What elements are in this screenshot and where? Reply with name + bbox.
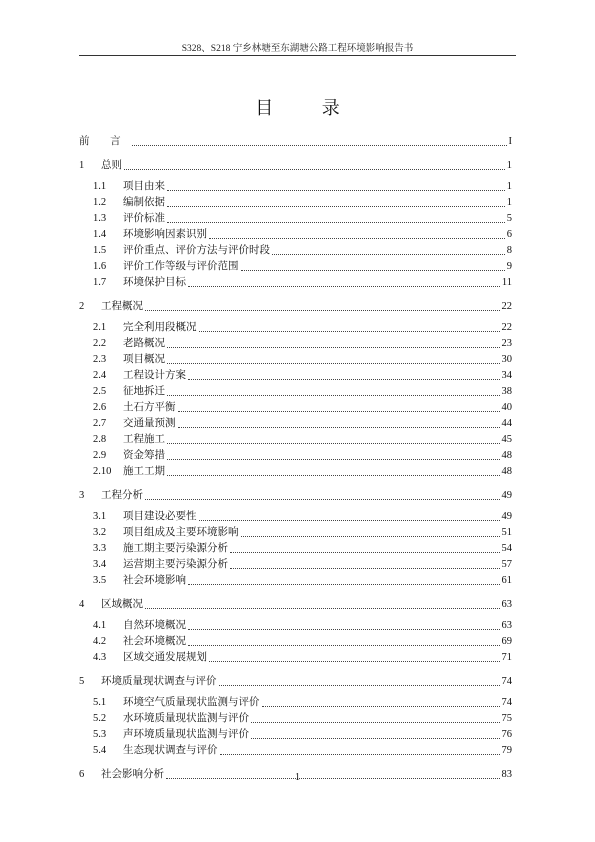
table-of-contents bbox=[79, 0, 512, 842]
toc-subsection-row[interactable] bbox=[79, 726, 512, 742]
toc-number: 3.5 bbox=[93, 575, 107, 586]
toc-page-number: 49 bbox=[501, 511, 512, 522]
toc-page-number: 11 bbox=[501, 277, 512, 288]
toc-label: 土石方平衡 bbox=[123, 402, 176, 413]
toc-number: 3.2 bbox=[93, 527, 107, 538]
toc-subsection-row[interactable] bbox=[79, 351, 512, 367]
toc-page-number: 76 bbox=[501, 729, 512, 740]
toc-label: 区域概况 bbox=[101, 599, 143, 610]
toc-label: 老路概况 bbox=[123, 338, 165, 349]
toc-label: 社会环境影响 bbox=[123, 575, 186, 586]
toc-subsection-row[interactable] bbox=[79, 335, 512, 351]
toc-leader-dots bbox=[188, 378, 500, 380]
toc-page-number: 79 bbox=[501, 745, 512, 756]
toc-label: 施工工期 bbox=[123, 466, 165, 477]
toc-label: 环境空气质量现状监测与评价 bbox=[123, 697, 260, 708]
toc-chapter-row[interactable] bbox=[79, 596, 512, 612]
toc-subsection-row[interactable] bbox=[79, 447, 512, 463]
toc-label: 评价标准 bbox=[123, 213, 165, 224]
toc-label: 环境保护目标 bbox=[123, 277, 186, 288]
toc-page-number: 63 bbox=[501, 599, 512, 610]
toc-subsection-row[interactable] bbox=[79, 242, 512, 258]
toc-leader-dots bbox=[188, 583, 500, 585]
toc-subsection-row[interactable] bbox=[79, 399, 512, 415]
toc-number: 1.2 bbox=[93, 197, 107, 208]
toc-label: 运营期主要污染源分析 bbox=[123, 559, 228, 570]
toc-page-number: 48 bbox=[501, 466, 512, 477]
toc-label: 自然环境概况 bbox=[123, 620, 186, 631]
toc-number: 2.3 bbox=[93, 354, 107, 365]
toc-label: 工程概况 bbox=[101, 301, 143, 312]
toc-leader-dots bbox=[241, 535, 500, 537]
toc-leader-dots bbox=[199, 330, 500, 332]
toc-subsection-row[interactable] bbox=[79, 649, 512, 665]
toc-leader-dots bbox=[241, 269, 505, 271]
toc-subsection-row[interactable] bbox=[79, 694, 512, 710]
toc-number: 2 bbox=[79, 301, 85, 312]
toc-label: 水环境质量现状监测与评价 bbox=[123, 713, 249, 724]
toc-label: 环境质量现状调查与评价 bbox=[101, 676, 217, 687]
toc-number: 5 bbox=[79, 676, 85, 687]
toc-label: 完全利用段概况 bbox=[123, 322, 197, 333]
toc-number: 1.6 bbox=[93, 261, 107, 272]
toc-page-number: 1 bbox=[506, 197, 512, 208]
toc-leader-dots bbox=[167, 205, 505, 207]
toc-leader-dots bbox=[251, 737, 500, 739]
toc-page-number: 54 bbox=[501, 543, 512, 554]
toc-leader-dots bbox=[262, 705, 500, 707]
toc-subsection-row[interactable] bbox=[79, 258, 512, 274]
toc-chapter-row[interactable] bbox=[79, 157, 512, 173]
page-number: 1 bbox=[295, 772, 300, 783]
toc-subsection-row[interactable] bbox=[79, 710, 512, 726]
toc-subsection-row[interactable] bbox=[79, 572, 512, 588]
toc-number: 1.1 bbox=[93, 181, 107, 192]
toc-leader-dots bbox=[167, 458, 500, 460]
toc-label: 前 言 bbox=[79, 136, 130, 147]
toc-label: 社会影响分析 bbox=[101, 769, 164, 780]
toc-page-number: 48 bbox=[501, 450, 512, 461]
toc-number: 4.3 bbox=[93, 652, 107, 663]
toc-subsection-row[interactable] bbox=[79, 210, 512, 226]
toc-subsection-row[interactable] bbox=[79, 524, 512, 540]
toc-label: 评价工作等级与评价范围 bbox=[123, 261, 239, 272]
toc-subsection-row[interactable] bbox=[79, 226, 512, 242]
toc-label: 项目组成及主要环境影响 bbox=[123, 527, 239, 538]
toc-leader-dots bbox=[167, 474, 500, 476]
toc-chapter-row[interactable] bbox=[79, 133, 512, 149]
toc-page-number: 61 bbox=[501, 575, 512, 586]
toc-label: 区域交通发展规划 bbox=[123, 652, 207, 663]
toc-chapter-row[interactable] bbox=[79, 673, 512, 689]
toc-label: 声环境质量现状监测与评价 bbox=[123, 729, 249, 740]
toc-number: 2.4 bbox=[93, 370, 107, 381]
toc-number: 2.6 bbox=[93, 402, 107, 413]
toc-page-number: 38 bbox=[501, 386, 512, 397]
toc-number: 2.7 bbox=[93, 418, 107, 429]
toc-number: 2.8 bbox=[93, 434, 107, 445]
toc-label: 交通量预测 bbox=[123, 418, 176, 429]
toc-page-number: 83 bbox=[501, 769, 512, 780]
toc-label: 社会环境概况 bbox=[123, 636, 186, 647]
toc-page-number: 51 bbox=[501, 527, 512, 538]
toc-leader-dots bbox=[272, 253, 505, 255]
toc-leader-dots bbox=[167, 442, 500, 444]
toc-page-number: 45 bbox=[501, 434, 512, 445]
toc-number: 4 bbox=[79, 599, 85, 610]
toc-leader-dots bbox=[167, 394, 500, 396]
toc-page-number: 22 bbox=[501, 322, 512, 333]
toc-page-number: 30 bbox=[501, 354, 512, 365]
toc-number: 5.2 bbox=[93, 713, 107, 724]
toc-number: 3.3 bbox=[93, 543, 107, 554]
toc-number: 5.3 bbox=[93, 729, 107, 740]
toc-label: 工程分析 bbox=[101, 490, 143, 501]
toc-label: 施工期主要污染源分析 bbox=[123, 543, 228, 554]
toc-page-number: 74 bbox=[501, 676, 512, 687]
page-title: 目 录 bbox=[255, 98, 362, 118]
toc-subsection-row[interactable] bbox=[79, 367, 512, 383]
toc-number: 2.1 bbox=[93, 322, 107, 333]
running-header: S328、S218 宁乡林塘至东湖塘公路工程环境影响报告书 bbox=[181, 44, 414, 54]
toc-page-number: 1 bbox=[506, 181, 512, 192]
toc-subsection-row[interactable] bbox=[79, 617, 512, 633]
toc-subsection-row[interactable] bbox=[79, 415, 512, 431]
toc-page-number: 75 bbox=[501, 713, 512, 724]
toc-label: 编制依据 bbox=[123, 197, 165, 208]
toc-number: 2.5 bbox=[93, 386, 107, 397]
toc-leader-dots bbox=[199, 519, 500, 521]
toc-leader-dots bbox=[167, 221, 505, 223]
toc-number: 1.7 bbox=[93, 277, 107, 288]
toc-leader-dots bbox=[145, 607, 500, 609]
toc-chapter-row[interactable] bbox=[79, 298, 512, 314]
toc-leader-dots bbox=[209, 237, 505, 239]
toc-number: 4.1 bbox=[93, 620, 107, 631]
toc-label: 征地拆迁 bbox=[123, 386, 165, 397]
toc-page-number: 23 bbox=[501, 338, 512, 349]
toc-page-number: 22 bbox=[501, 301, 512, 312]
toc-page-number: 40 bbox=[501, 402, 512, 413]
toc-leader-dots bbox=[188, 285, 500, 287]
toc-page-number: 44 bbox=[501, 418, 512, 429]
toc-page-number: 5 bbox=[506, 213, 512, 224]
toc-number: 1.5 bbox=[93, 245, 107, 256]
toc-number: 3.4 bbox=[93, 559, 107, 570]
toc-label: 生态现状调查与评价 bbox=[123, 745, 218, 756]
toc-leader-dots bbox=[220, 753, 500, 755]
toc-label: 评价重点、评价方法与评价时段 bbox=[123, 245, 270, 256]
toc-label: 工程设计方案 bbox=[123, 370, 186, 381]
toc-page-number: 57 bbox=[501, 559, 512, 570]
toc-label: 工程施工 bbox=[123, 434, 165, 445]
toc-label: 项目建设必要性 bbox=[123, 511, 197, 522]
toc-number: 3 bbox=[79, 490, 85, 501]
toc-leader-dots bbox=[167, 346, 500, 348]
toc-leader-dots bbox=[167, 189, 505, 191]
toc-label: 资金筹措 bbox=[123, 450, 165, 461]
toc-leader-dots bbox=[124, 168, 505, 170]
toc-label: 环境影响因素识别 bbox=[123, 229, 207, 240]
toc-number: 5.1 bbox=[93, 697, 107, 708]
toc-subsection-row[interactable] bbox=[79, 274, 512, 290]
toc-page-number: 74 bbox=[501, 697, 512, 708]
toc-page-number: 1 bbox=[506, 160, 512, 171]
toc-number: 6 bbox=[79, 769, 85, 780]
toc-subsection-row[interactable] bbox=[79, 463, 512, 479]
toc-page-number: 34 bbox=[501, 370, 512, 381]
toc-page-number: I bbox=[508, 136, 512, 147]
toc-page-number: 63 bbox=[501, 620, 512, 631]
toc-subsection-row[interactable] bbox=[79, 383, 512, 399]
toc-leader-dots bbox=[209, 660, 500, 662]
toc-subsection-row[interactable] bbox=[79, 319, 512, 335]
toc-page-number: 69 bbox=[501, 636, 512, 647]
toc-number: 1.3 bbox=[93, 213, 107, 224]
toc-leader-dots bbox=[230, 567, 500, 569]
toc-subsection-row[interactable] bbox=[79, 742, 512, 758]
toc-leader-dots bbox=[251, 721, 500, 723]
toc-page-number: 9 bbox=[506, 261, 512, 272]
toc-leader-dots bbox=[145, 498, 500, 500]
toc-leader-dots bbox=[230, 551, 500, 553]
toc-leader-dots bbox=[188, 644, 500, 646]
toc-leader-dots bbox=[188, 628, 500, 630]
toc-label: 项目概况 bbox=[123, 354, 165, 365]
toc-subsection-row[interactable] bbox=[79, 508, 512, 524]
toc-label: 项目由来 bbox=[123, 181, 165, 192]
toc-subsection-row[interactable] bbox=[79, 194, 512, 210]
toc-subsection-row[interactable] bbox=[79, 178, 512, 194]
toc-page-number: 8 bbox=[506, 245, 512, 256]
toc-label: 总则 bbox=[101, 160, 122, 171]
toc-subsection-row[interactable] bbox=[79, 540, 512, 556]
toc-number: 2.2 bbox=[93, 338, 107, 349]
toc-chapter-row[interactable] bbox=[79, 487, 512, 503]
toc-leader-dots bbox=[178, 426, 500, 428]
toc-number: 1 bbox=[79, 160, 85, 171]
toc-page-number: 71 bbox=[501, 652, 512, 663]
toc-leader-dots bbox=[219, 684, 500, 686]
toc-leader-dots bbox=[145, 309, 500, 311]
toc-subsection-row[interactable] bbox=[79, 431, 512, 447]
toc-number: 1.4 bbox=[93, 229, 107, 240]
toc-number: 2.9 bbox=[93, 450, 107, 461]
toc-number: 5.4 bbox=[93, 745, 107, 756]
toc-subsection-row[interactable] bbox=[79, 633, 512, 649]
toc-leader-dots bbox=[167, 362, 500, 364]
toc-page-number: 6 bbox=[506, 229, 512, 240]
toc-number: 4.2 bbox=[93, 636, 107, 647]
toc-leader-dots bbox=[132, 144, 507, 146]
toc-subsection-row[interactable] bbox=[79, 556, 512, 572]
toc-number: 3.1 bbox=[93, 511, 107, 522]
toc-number: 2.10 bbox=[93, 466, 112, 477]
toc-leader-dots bbox=[178, 410, 500, 412]
toc-page-number: 49 bbox=[501, 490, 512, 501]
